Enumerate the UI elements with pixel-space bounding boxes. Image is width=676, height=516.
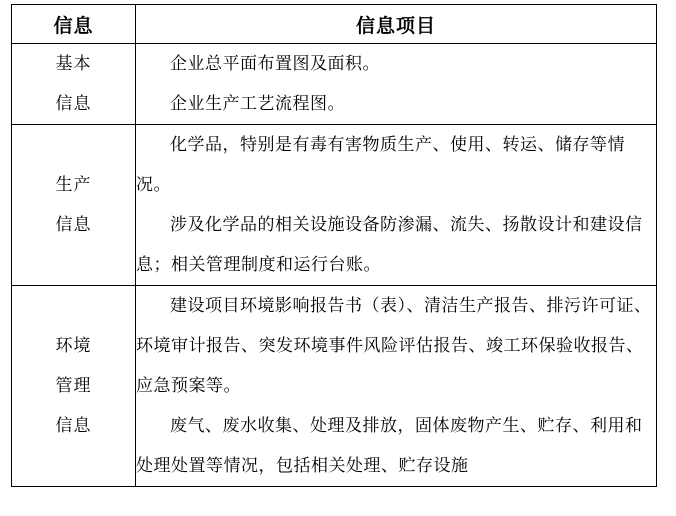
item-paragraph: 企业生产工艺流程图。 [170,94,345,114]
item-cell-basic [136,44,657,125]
category-cell-environment [12,286,136,487]
category-line: 生产 [55,175,92,195]
header-cell-category: 信息 [12,5,136,44]
category-line: 环境 [55,336,92,356]
item-cell-production [136,125,657,286]
information-table [11,4,657,487]
category-cell-production [12,125,136,286]
category-line: 管理 [55,376,92,396]
item-paragraph: 涉及化学品的相关设施设备防渗漏、流失、扬散设计和建设信息；相关管理制度和运行台账。 [136,215,643,275]
table-row [12,125,657,286]
table-row [12,286,657,487]
table-row [12,44,657,125]
category-cell-basic [12,44,136,125]
document-page [0,4,676,516]
category-line: 信息 [55,416,92,436]
category-line: 信息 [55,94,92,114]
item-paragraph: 建设项目环境影响报告书（表）、清洁生产报告、排污许可证、环境审计报告、突发环境事件风险评估报告、竣工环保验收报告、应急预案等。 [136,296,652,396]
header-cell-item: 信息项目 [136,5,657,44]
item-paragraph: 化学品，特别是有毒有害物质生产、使用、转运、储存等情况。 [136,135,625,195]
category-line: 基本 [55,54,92,74]
item-paragraph: 废气、废水收集、处理及排放，固体废物产生、贮存、利用和处理处置等情况，包括相关处理、贮存设施 [136,416,643,476]
category-line: 信息 [55,215,92,235]
table-header-row [12,5,657,44]
item-paragraph: 企业总平面布置图及面积。 [170,54,380,74]
item-cell-environment [136,286,657,487]
